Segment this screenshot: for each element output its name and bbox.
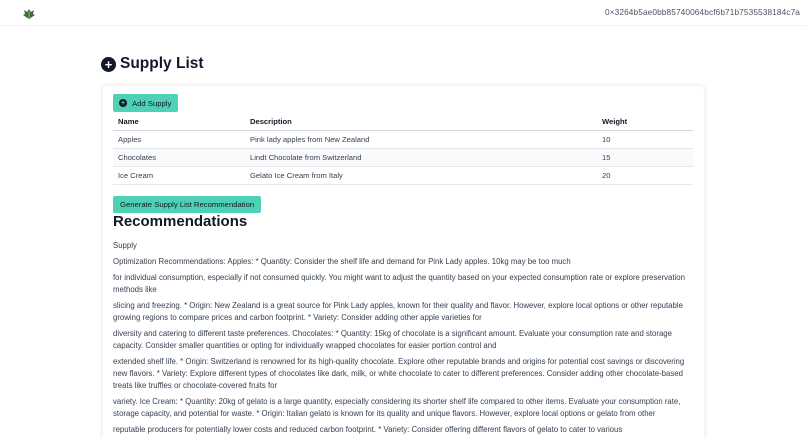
recommendations-body [113,240,698,437]
cell-description: Gelato Ice Cream from Italy [245,166,597,184]
cell-name: Ice Cream [113,166,245,184]
recommendations-title: Recommendations [113,213,248,230]
cell-weight: 10 [597,130,693,148]
column-header-name: Name [113,113,245,130]
recommendation-paragraph: reputable producers for potentially lower costs and reduced carbon footprint. * Variety: Consider offering different flavors of gelato to cater to various [113,425,623,434]
leaf-logo-icon[interactable] [22,7,36,19]
recommendation-paragraph: Supply [113,241,137,250]
cell-description: Lindt Chocolate from Switzerland [245,148,597,166]
supply-table [113,113,693,185]
plus-circle-icon: + [101,57,116,72]
page-heading [101,55,204,73]
cell-name: Apples [113,130,245,148]
add-supply-label: Add Supply [132,98,172,108]
table-row[interactable] [113,130,693,148]
recommendation-paragraph: extended shelf life. * Origin: Switzerland is renowned for its high-quality chocolate. Explore other reputable brands and origins for potential cost savings or discovering new flavors. * Variety: Explore different types of chocolates like dark, milk, or white chocolate to cater to different preferences. Consider adding other chocolate-based treats like truffles or chocolate-covered fruits for [113,357,685,390]
cell-weight: 15 [597,148,693,166]
cell-description: Pink lady apples from New Zealand [245,130,597,148]
column-header-description: Description [245,113,597,130]
cell-name: Chocolates [113,148,245,166]
recommendation-paragraph: slicing and freezing. * Origin: New Zealand is a great source for Pink Lady apples, known for their quality and flavor. However, explore local options or other reputable growing regions to compare prices and carbon footprint. * Variety: Consider adding other apple varieties for [113,301,683,322]
table-row[interactable] [113,166,693,184]
recommendation-paragraph: Optimization Recommendations: Apples: * Quantity: Consider the shelf life and demand for Pink Lady apples. 10kg may be too much [113,257,571,266]
table-row[interactable] [113,148,693,166]
column-header-weight: Weight [597,113,693,130]
recommendation-paragraph: variety. Ice Cream: * Quantity: 20kg of gelato is a large quantity, especially considering its shorter shelf life compared to other items. Evaluate your consumption rate, storage capacity, and potential for waste. * Origin: Italian gelato is known for its quality and unique flavors. However, explore local options or gelato from other [113,397,681,418]
add-supply-button[interactable] [113,94,178,112]
generate-recommendation-button[interactable]: Generate Supply List Recommendation [113,196,261,213]
supply-card [103,86,704,437]
top-bar [0,0,806,26]
plus-circle-icon: + [120,99,126,107]
table-header-row [113,113,693,130]
recommendation-paragraph: diversity and catering to different taste preferences. Chocolates: * Quantity: 15kg of chocolate is a significant amount. Evaluate your consumption rate and storage capacity. Consider smaller quantities or opting for individually wrapped chocolates for easier portion control and [113,329,672,350]
recommendation-paragraph: for individual consumption, especially if not consumed quickly. You might want to adjust the quantity based on your expected consumption rate or explore preservation methods like [113,273,685,294]
wallet-address[interactable]: 0×3264b5ae0bb85740064bcf6b71b7535538184c7a [605,7,800,17]
cell-weight: 20 [597,166,693,184]
page-title: Supply List [120,55,204,72]
